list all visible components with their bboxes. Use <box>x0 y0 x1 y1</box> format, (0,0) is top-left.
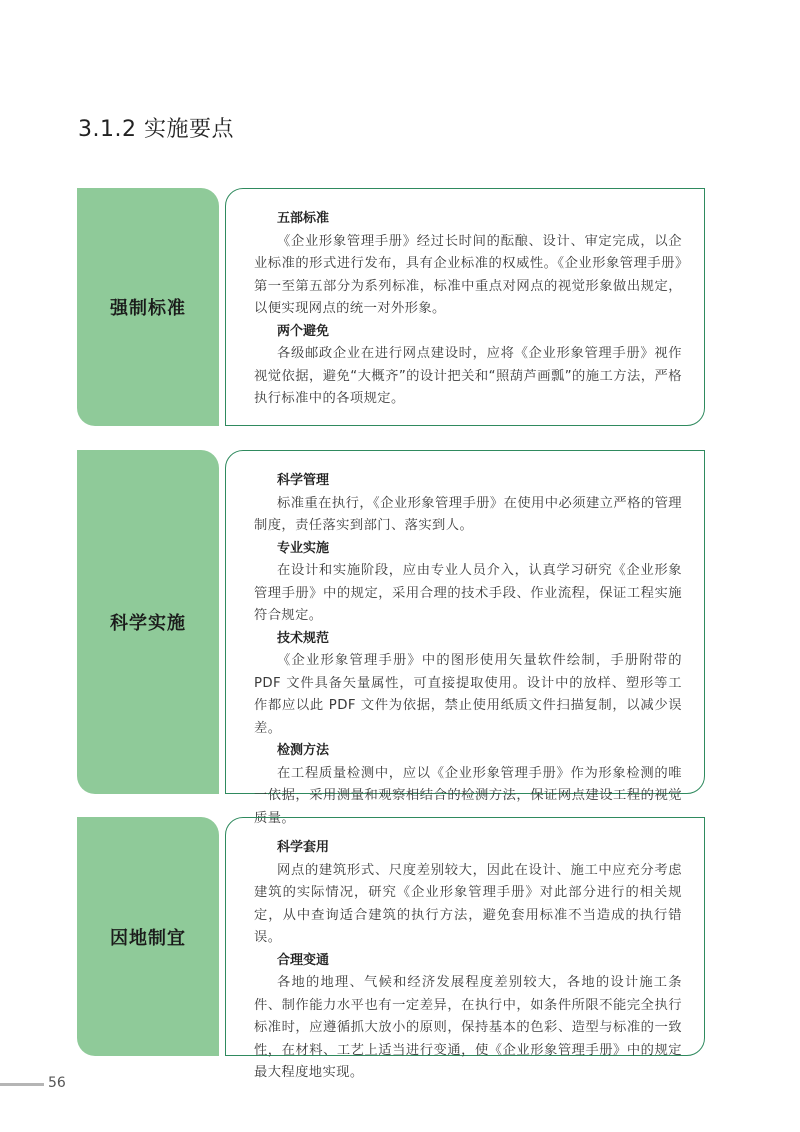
section-label: 强制标准 <box>77 188 219 426</box>
sub-heading: 合理变通 <box>277 952 330 968</box>
sub-heading: 两个避免 <box>277 323 330 339</box>
section-label: 科学实施 <box>77 450 219 794</box>
paragraph: 《企业形象管理手册》经过长时间的酝酿、设计、审定完成，以企业标准的形式进行发布，具有企业标准的权威性。《企业形象管理手册》第一至第五部分为系列标准，标准中重点对网点的视觉形象做出规定，以便实现网点的统一对外形象。 <box>254 233 682 316</box>
section-content <box>225 817 705 1080</box>
paragraph: 标准重在执行，《企业形象管理手册》在使用中必须建立严格的管理制度，责任落实到部门、落实到人。 <box>254 495 682 533</box>
paragraph: 网点的建筑形式、尺度差别较大，因此在设计、施工中应充分考虑建筑的实际情况，研究《企业形象管理手册》对此部分进行的相关规定，从中查询适合建筑的执行方法，避免套用标准不当造成的执行错误。 <box>254 862 682 945</box>
footer-divider <box>0 1083 44 1086</box>
sub-heading: 专业实施 <box>277 540 330 556</box>
sub-heading: 检测方法 <box>277 743 330 758</box>
paragraph: 在设计和实施阶段，应由专业人员介入，认真学习研究《企业形象管理手册》中的规定，采用合理的技术手段、作业流程，保证工程实施符合规定。 <box>254 563 682 623</box>
page-number: 56 <box>48 1075 66 1091</box>
paragraph: 在工程质量检测中，应以《企业形象管理手册》作为形象检测的唯一依据，采用测量和观察相结合的检测方法，保证网点建设工程的视觉质量。 <box>254 765 682 826</box>
paragraph: 各地的地理、气候和经济发展程度差别较大，各地的设计施工条件、制作能力水平也有一定差异，在执行中，如条件所限不能完全执行标准时，应遵循抓大放小的原则，保持基本的色彩、造型与标准的一致性，在材料、工艺上适当进行变通，使《企业形象管理手册》中的规定最大程度地实现。 <box>254 975 682 1080</box>
sub-heading: 科学管理 <box>277 473 330 488</box>
sub-heading: 科学套用 <box>277 840 330 855</box>
section-local-adaptation <box>77 817 705 1080</box>
section-content <box>225 188 705 426</box>
sub-heading: 五部标准 <box>277 211 330 226</box>
section-scientific-implementation <box>77 450 705 826</box>
paragraph: 《企业形象管理手册》中的图形使用矢量软件绘制，手册附带的 PDF 文件具备矢量属性，可直接提取使用。设计中的放样、塑形等工作都应以此 PDF 文件为依据，禁止使用纸质文件扫描复制，以减少误差。 <box>254 653 682 736</box>
section-content <box>225 450 705 826</box>
section-label: 因地制宜 <box>77 817 219 1056</box>
paragraph: 各级邮政企业在进行网点建设时，应将《企业形象管理手册》视作视觉依据，避免“大概齐”的设计把关和“照葫芦画瓢”的施工方法，严格执行标准中的各项规定。 <box>254 346 682 406</box>
section-title: 3.1.2 实施要点 <box>78 117 234 142</box>
sub-heading: 技术规范 <box>277 630 330 646</box>
section-mandatory-standards <box>77 188 705 426</box>
